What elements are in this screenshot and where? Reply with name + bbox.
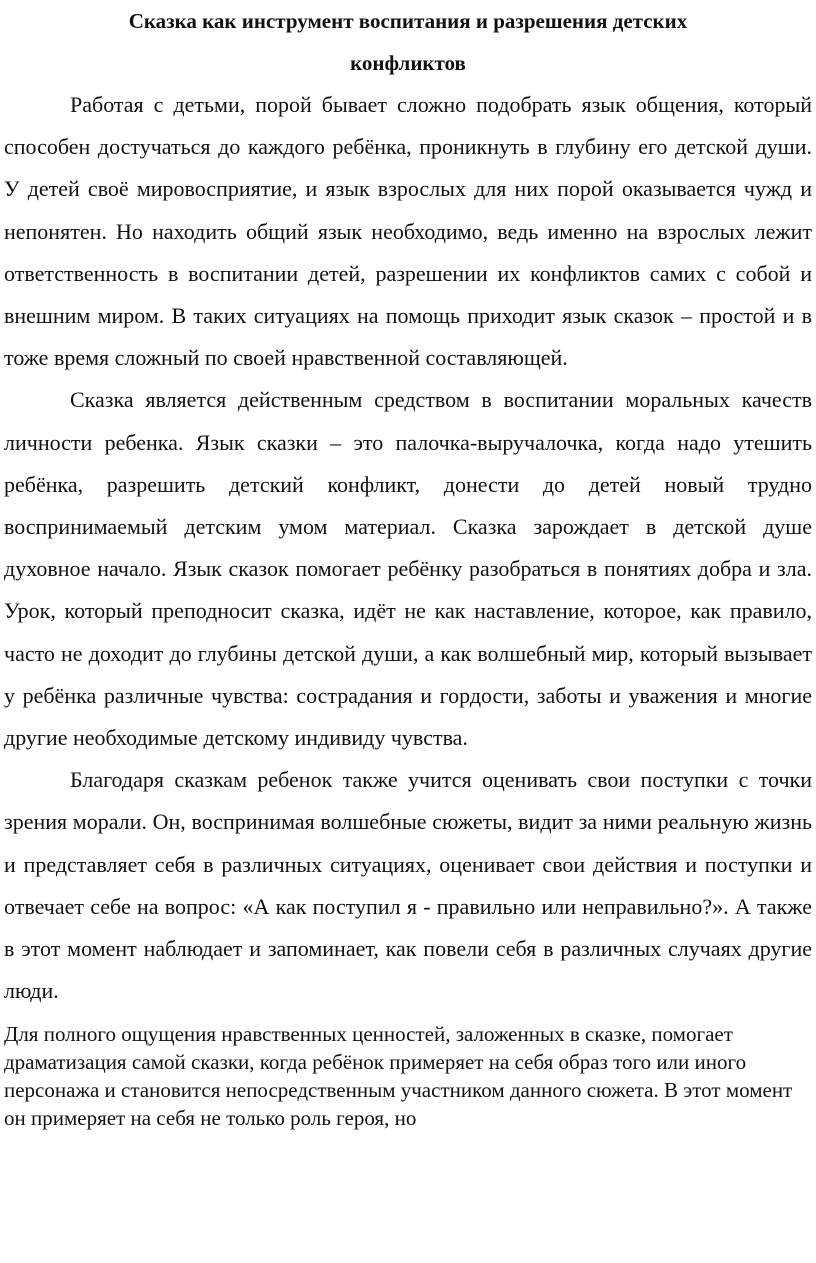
paragraph-1: Работая с детьми, порой бывает сложно подобрать язык общения, который способен достучаться до каждого ребёнка, проникнуть в глубину его детской души. У детей своё мировосприятие, и язык взрослых для них порой оказывается чужд и непонятен. Но находить общий язык необходимо, ведь именно на взрослых лежит ответственность в воспитании детей, разрешении их конфликтов самих с собой и внешним миром. В таких ситуациях на помощь приходит язык сказок – простой и в тоже время сложный по своей нравственной составляющей. [4,92,812,371]
paragraph-4: Для полного ощущения нравственных ценностей, заложенных в сказке, помогает драматизация самой сказки, когда ребёнок примеряет на себя образ того или иного персонажа и становится непосредственным участником данного сюжета. В этот момент он примеряет на себя не только роль героя, но [4,1022,793,1131]
paragraph-2: Сказка является действенным средством в воспитании моральных качеств личности ребенка. Язык сказки – это палочка-выручалочка, когда надо утешить ребёнка, разрешить детский конфликт, донести до детей новый трудно воспринимаемый детским умом материал. Сказка зарождает в детской душе духовное начало. Язык сказок помогает ребёнку разобраться в понятиях добра и зла. Урок, который преподносит сказка, идёт не как наставление, которое, как правило, часто не доходит до глубины детской души, а как волшебный мир, который вызывает у ребёнка различные чувства: сострадания и гордости, заботы и уважения и многие другие необходимые детскому индивиду чувства. [4,387,812,751]
paragraph-3: Благодаря сказкам ребенок также учится оценивать свои поступки с точки зрения морали. Он, воспринимая волшебные сюжеты, видит за ними реальную жизнь и представляет себя в различных ситуациях, оценивает свои действия и поступки и отвечает себе на вопрос: «А как поступил я - правильно или неправильно?». А также в этот момент наблюдает и запоминает, как повели себя в различных случаях другие люди. [4,767,812,1004]
document-title: Сказка как инструмент воспитания и разрешения детских конфликтов [128,9,688,75]
